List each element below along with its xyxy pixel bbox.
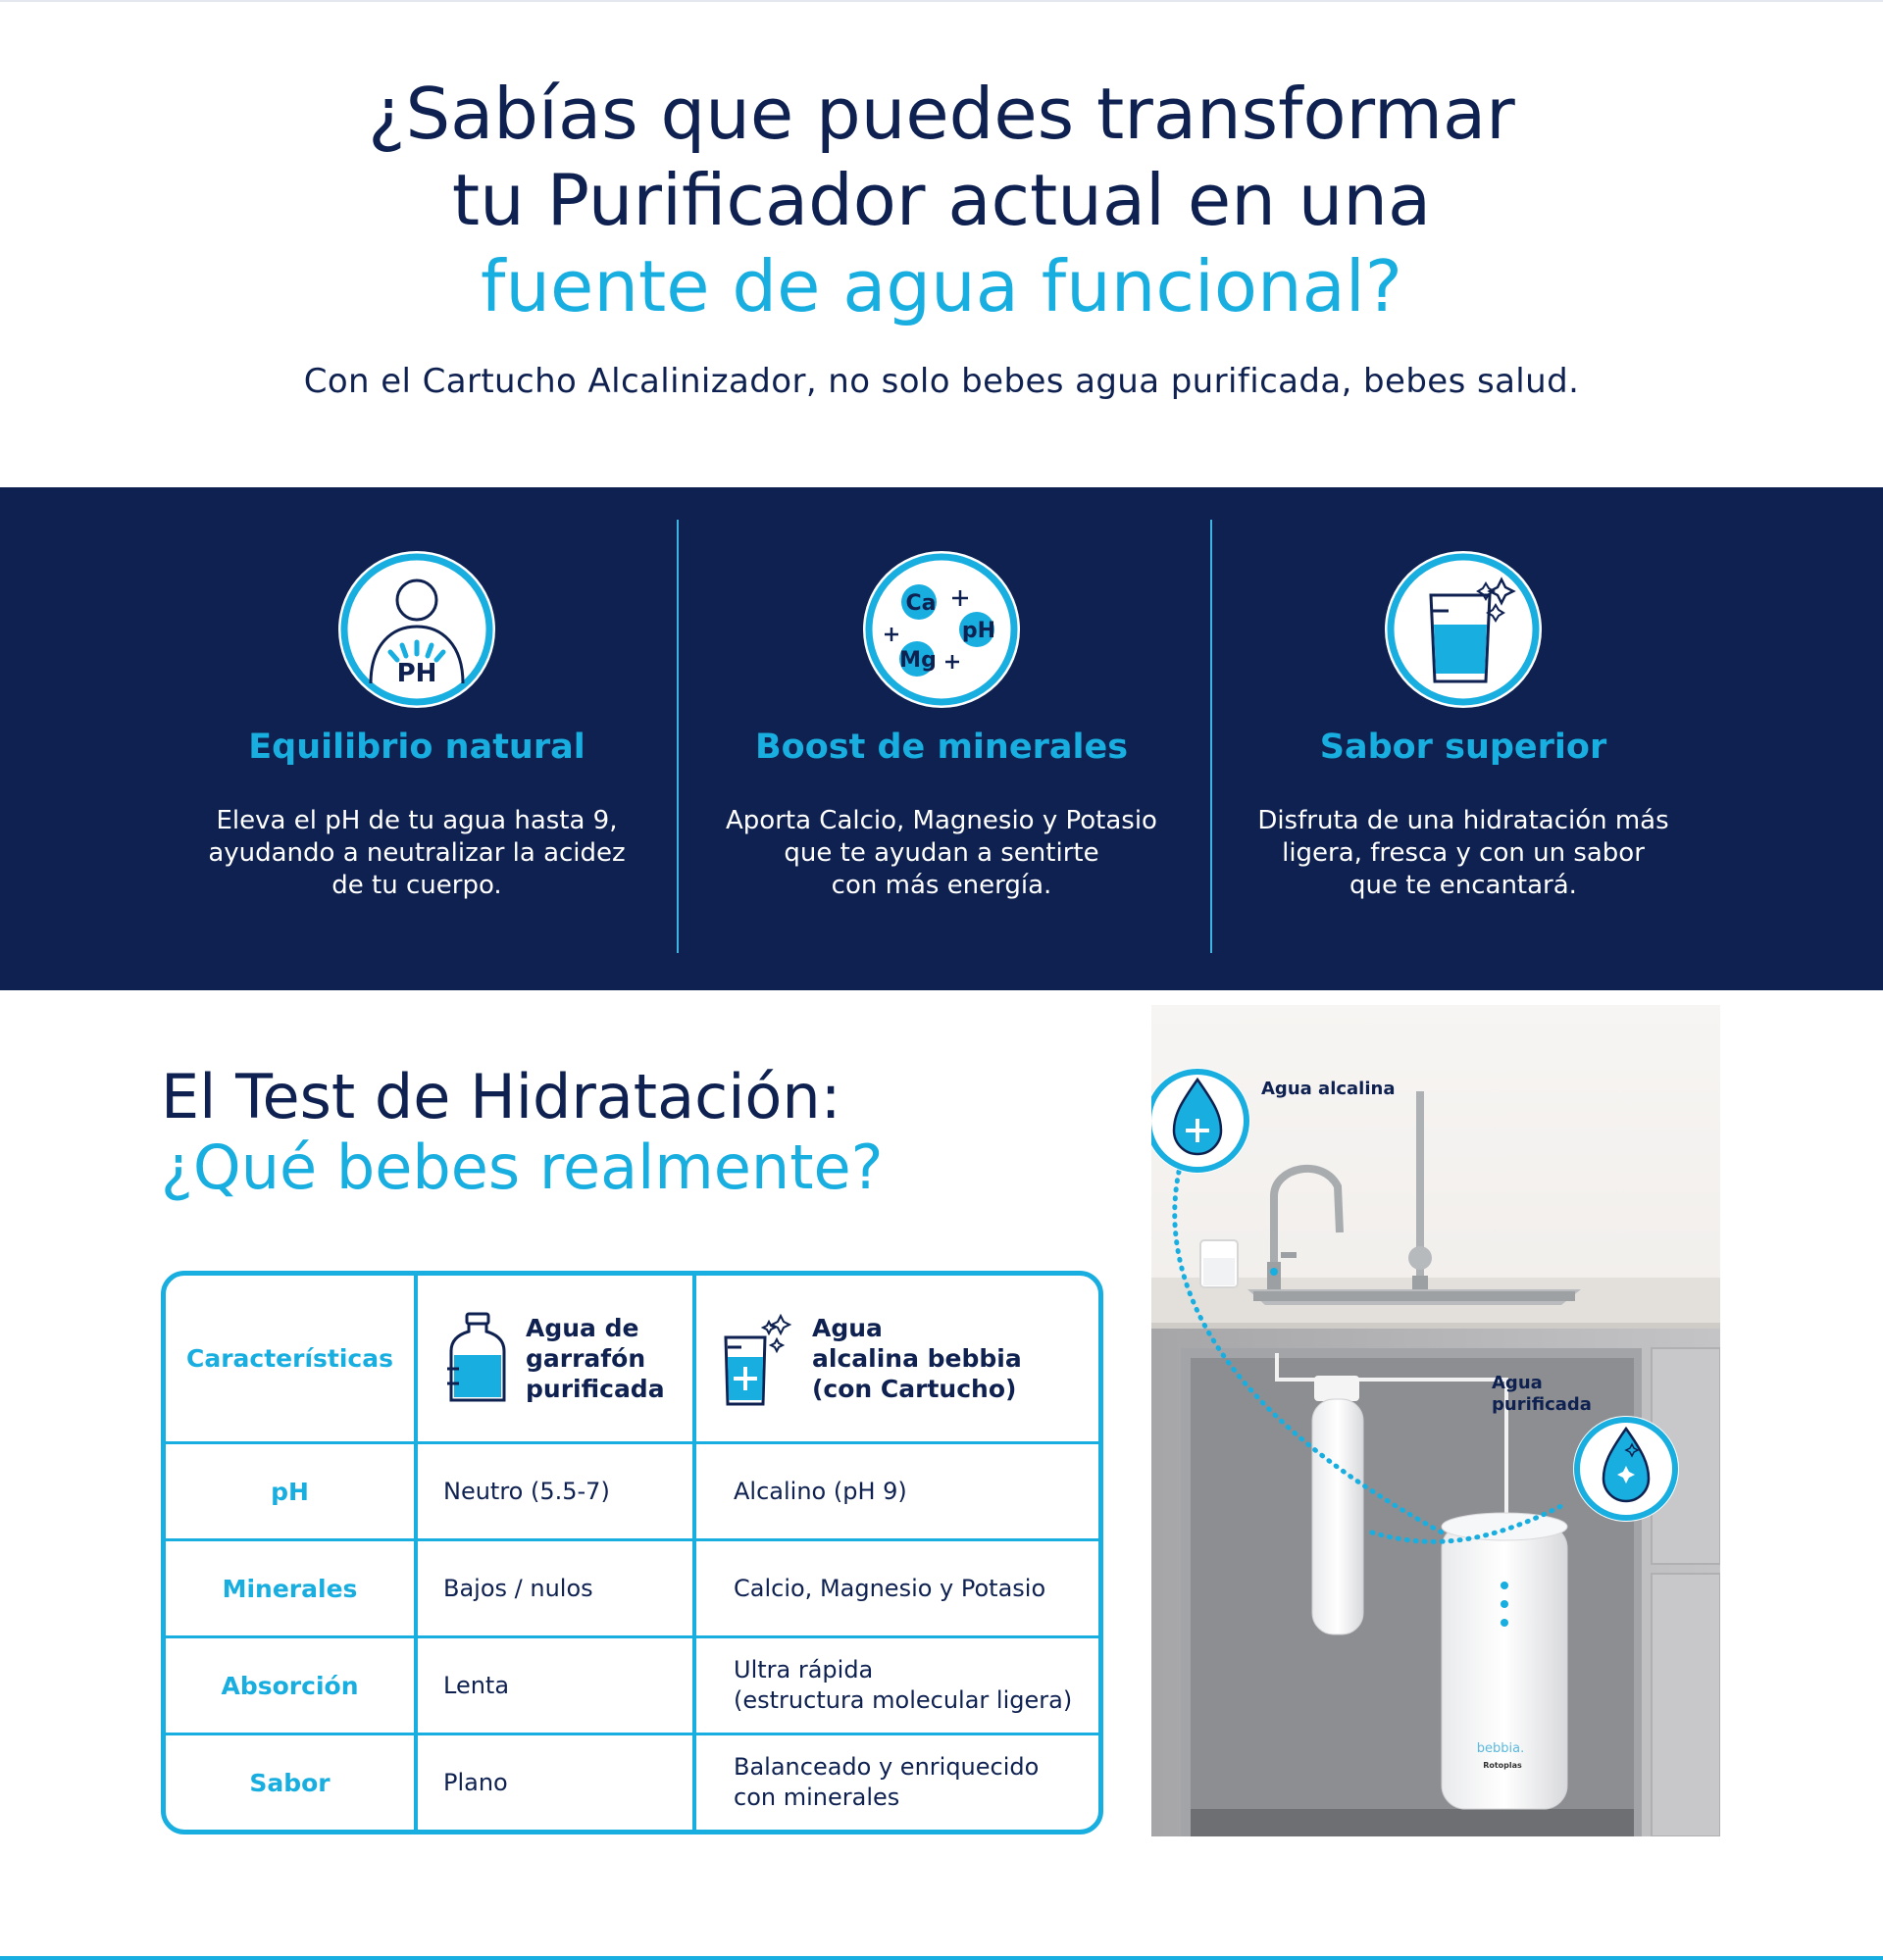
benefit-card-sabor (1125, 487, 1802, 990)
benefit-line: Disfruta de una hidratación más (1257, 806, 1669, 835)
kitchen-purifier-image (1151, 1005, 1720, 1836)
label-agua-purificada (1492, 1373, 1592, 1416)
label-line: purificada (1492, 1394, 1592, 1415)
brand-sub-label: Rotoplas (1483, 1761, 1522, 1770)
benefit-line: Eleva el pH de tu agua hasta 9, (216, 806, 618, 835)
row-absorcion-alcalina (696, 1638, 1103, 1733)
row-ph-garrafon: Neutro (5.5-7) (443, 1477, 610, 1505)
header-line: purificada (526, 1375, 665, 1403)
cell-line: Balanceado y enriquecido (734, 1753, 1040, 1781)
header-characteristics: Características (185, 1344, 393, 1373)
header-line: alcalina bebbia (812, 1344, 1022, 1373)
hero-title-line3: fuente de agua funcional? (481, 245, 1402, 327)
row-absorcion-garrafon: Lenta (443, 1671, 510, 1699)
cell-line: Calcio, Magnesio y Potasio (734, 1574, 1046, 1602)
row-label-ph: pH (271, 1477, 309, 1506)
benefit-title: Equilibrio natural (248, 728, 585, 767)
minerals-icon (858, 546, 1025, 713)
hero-title (0, 71, 1883, 329)
header-line: (con Cartucho) (812, 1375, 1017, 1403)
cell-line: (estructura molecular ligera) (734, 1686, 1073, 1714)
header-line: Agua de (526, 1314, 639, 1342)
cell-line: con minerales (734, 1784, 900, 1811)
header-col-alcalina-label (812, 1313, 1022, 1404)
benefit-line: Aporta Calcio, Magnesio y Potasio (726, 806, 1157, 835)
water-jug-icon (445, 1310, 510, 1408)
benefit-line: que te ayudan a sentirte (784, 838, 1099, 868)
hero-title-line2: tu Purificador actual en una (451, 159, 1432, 241)
label-agua-alcalina: Agua alcalina (1261, 1079, 1396, 1099)
row-minerales-garrafon: Bajos / nulos (443, 1574, 593, 1602)
benefit-line: ligera, fresca y con un sabor (1282, 838, 1645, 868)
row-ph-alcalina (696, 1444, 1103, 1538)
row-label-sabor: Sabor (249, 1768, 331, 1797)
header-line: garrafón (526, 1344, 646, 1373)
ca-label: Ca (905, 591, 937, 616)
row-sabor-garrafon: Plano (443, 1768, 508, 1796)
label-line: Agua (1492, 1373, 1543, 1393)
header-col-alcalina (696, 1276, 1103, 1441)
test-title-line1: El Test de Hidratación: (161, 1061, 841, 1132)
brand-label: bebbia. (1476, 1741, 1525, 1756)
hero-section (0, 0, 1883, 487)
bottom-rule (0, 1956, 1883, 1960)
glass-sparkle-icon (1380, 546, 1547, 713)
ph-label: pH (961, 619, 996, 643)
row-label-minerales: Minerales (222, 1574, 358, 1603)
body-ph-icon (333, 546, 500, 713)
cell-line: Ultra rápida (734, 1656, 874, 1684)
benefit-title: Boost de minerales (754, 728, 1129, 767)
hero-title-line1: ¿Sabías que puedes transformar (368, 73, 1515, 155)
mg-label: Mg (899, 648, 937, 673)
row-label-absorcion: Absorción (221, 1671, 359, 1700)
benefit-line: con más energía. (831, 871, 1052, 900)
purified-drop-icon (1573, 1416, 1679, 1522)
comparison-table (161, 1271, 1103, 1834)
row-minerales-alcalina (696, 1541, 1103, 1635)
benefit-description (1125, 805, 1802, 902)
test-title (161, 1062, 884, 1203)
benefit-line: que te encantará. (1349, 871, 1577, 900)
glass-plus-sparkle-icon (720, 1310, 794, 1408)
test-title-line2: ¿Qué bebes realmente? (161, 1131, 884, 1203)
header-col-garrafon (418, 1276, 692, 1441)
header-col-garrafon-label (526, 1313, 665, 1404)
cell-line: Alcalino (pH 9) (734, 1477, 907, 1505)
benefit-line: de tu cuerpo. (331, 871, 502, 900)
benefit-line: ayudando a neutralizar la acidez (208, 838, 626, 868)
ph-icon-text: PH (396, 659, 437, 688)
row-sabor-alcalina (696, 1735, 1103, 1830)
header-line: Agua (812, 1314, 883, 1342)
benefit-title: Sabor superior (1319, 728, 1607, 767)
benefits-band (0, 487, 1883, 990)
hero-subtitle: Con el Cartucho Alcalinizador, no solo bebes agua purificada, bebes salud. (303, 362, 1580, 401)
